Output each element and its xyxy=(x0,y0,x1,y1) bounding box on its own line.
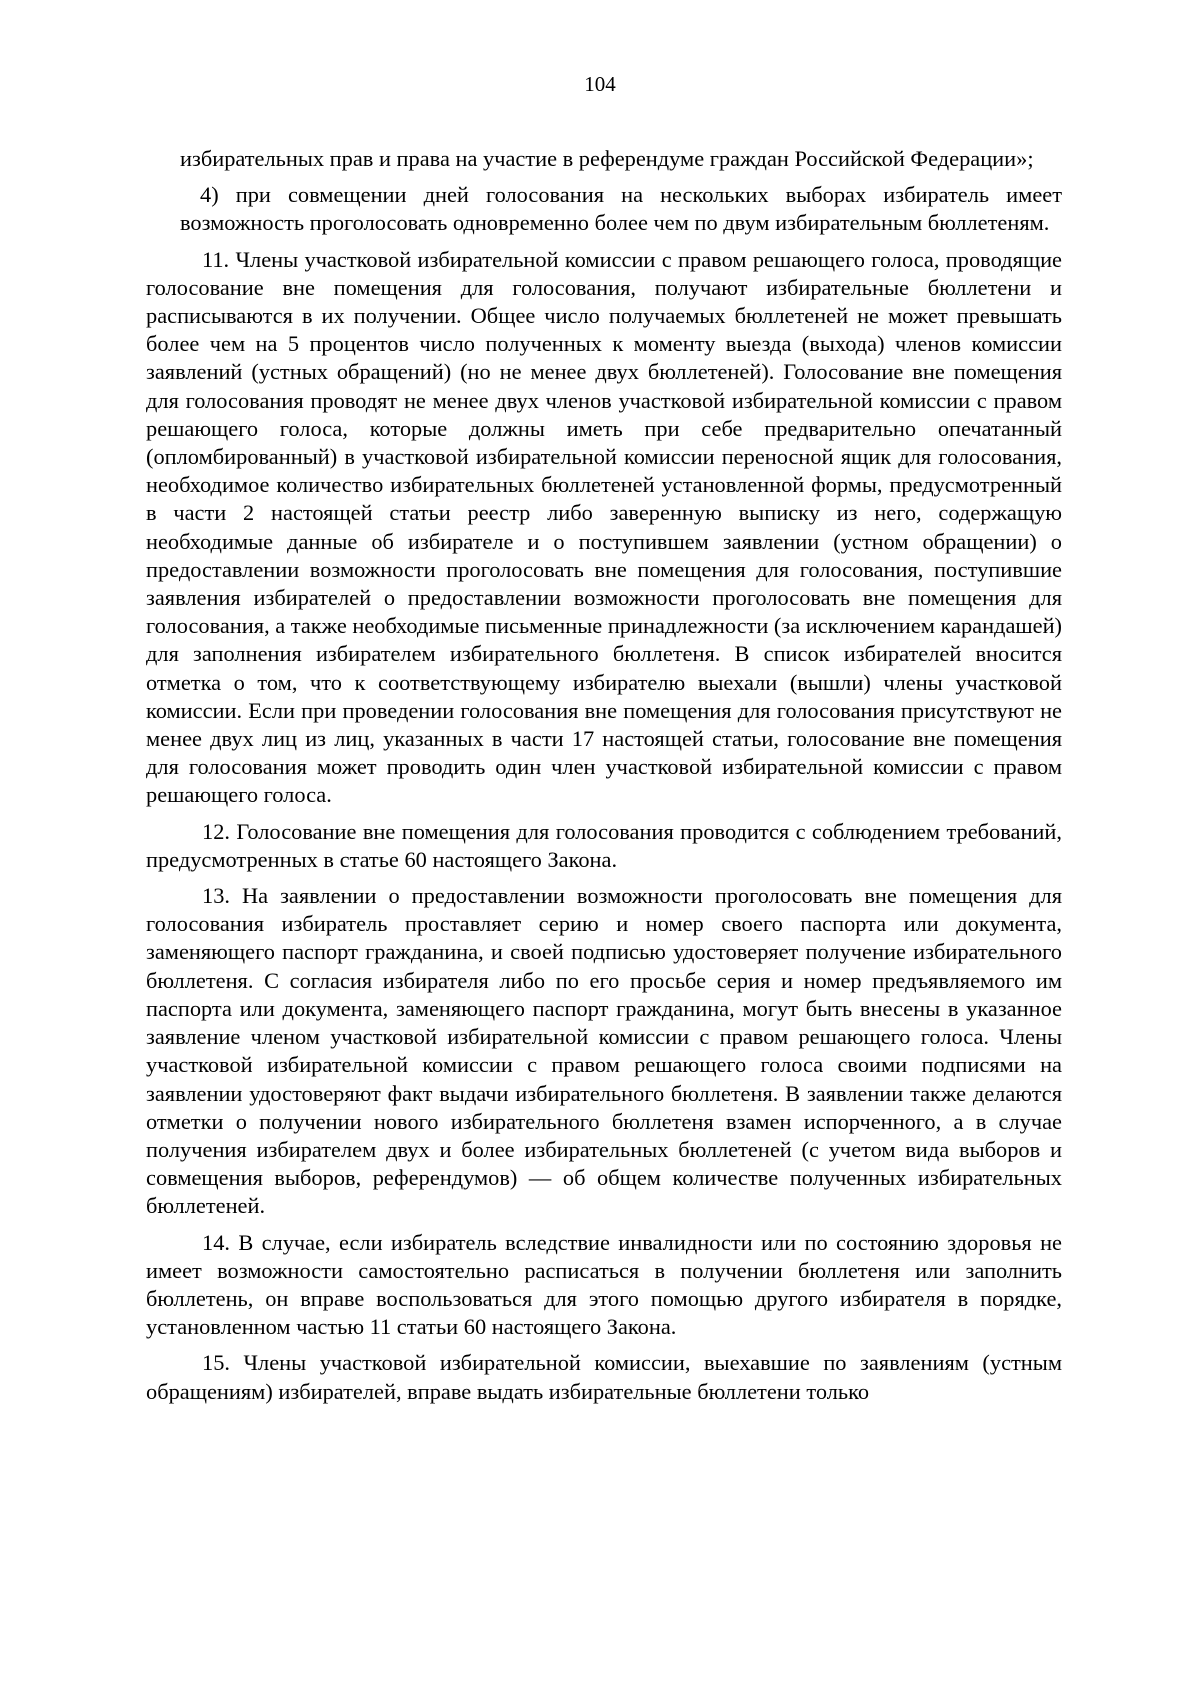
paragraph-14: 14. В случае, если избиратель вследствие инвалидности или по состоянию здоровья не имеет возможности самостоятельно расписаться в получении бюллетеня или заполнить бюллетень, он вправе воспользоваться для этого помощью другого избирателя в порядке, установленном частью 11 статьи 60 настоящего Закона. xyxy=(146,1229,1062,1340)
paragraph-item-4: 4) при совмещении дней голосования на нескольких выборах избиратель имеет возможность проголосовать одновременно более чем по двум избирательным бюллетеням. xyxy=(180,182,1062,236)
paragraph-12: 12. Голосование вне помещения для голосования проводится с соблюдением требований, предусмотренных в статье 60 настоящего Закона. xyxy=(146,818,1062,872)
page-number: 104 xyxy=(584,72,616,96)
paragraph-13: 13. На заявлении о предоставлении возможности проголосовать вне помещения для голосования избиратель проставляет серию и номер своего паспорта или документа, заменяющего паспорт гражданина, и своей подписью удостоверяет получение избирательного бюллетеня. С согласия избирателя либо по его просьбе серия и номер предъявляемого им паспорта или документа, заменяющего паспорт гражданина, могут быть внесены в указанное заявление членом участковой избирательной комиссии с правом решающего голоса. Члены участковой избирательной комиссии с правом решающего голоса своими подписями на заявлении удостоверяют факт выдачи избирательного бюллетеня. В заявлении также делаются отметки о получении нового избирательного бюллетеня взамен испорченного, а в случае получения избирателем двух и более избирательных бюллетеней (с учетом вида выборов и совмещения выборов, референдумов) — об общем количестве полученных избирательных бюллетеней. xyxy=(146,883,1062,1219)
document-body xyxy=(146,145,1062,1414)
paragraph-continuation: избирательных прав и права на участие в референдуме граждан Российской Федерации»; xyxy=(180,146,1034,171)
paragraph-15: 15. Члены участковой избирательной комиссии, выехавшие по заявлениям (устным обращениям) избирателей, вправе выдать избирательные бюллетени только xyxy=(146,1350,1062,1404)
paragraph-11: 11. Члены участковой избирательной комиссии с правом решающего голоса, проводящие голосование вне помещения для голосования, получают избирательные бюллетени и расписываются в их получении. Общее число получаемых бюллетеней не может превышать более чем на 5 процентов число полученных к моменту выезда (выхода) членов комиссии заявлений (устных обращений) (но не менее двух бюллетеней). Голосование вне помещения для голосования проводят не менее двух членов участковой избирательной комиссии с правом решающего голоса, которые должны иметь при себе предварительно опечатанный (опломбированный) в участковой избирательной комиссии переносной ящик для голосования, необходимое количество избирательных бюллетеней установленной формы, предусмотренный в части 2 настоящей статьи реестр либо заверенную выписку из него, содержащую необходимые данные об избирателе и о поступившем заявлении (устном обращении) о предоставлении возможности проголосовать вне помещения для голосования, поступившие заявления избирателей о предоставлении возможности проголосовать вне помещения для голосования, а также необходимые письменные принадлежности (за исключением карандашей) для заполнения избирателем избирательного бюллетеня. В список избирателей вносится отметка о том, что к соответствующему избирателю выехали (вышли) члены участковой комиссии. Если при проведении голосования вне помещения для голосования присутствуют не менее двух лиц из лиц, указанных в части 17 настоящей статьи, голосование вне помещения для голосования может проводить один член участковой избирательной комиссии с правом решающего голоса. xyxy=(146,246,1063,808)
